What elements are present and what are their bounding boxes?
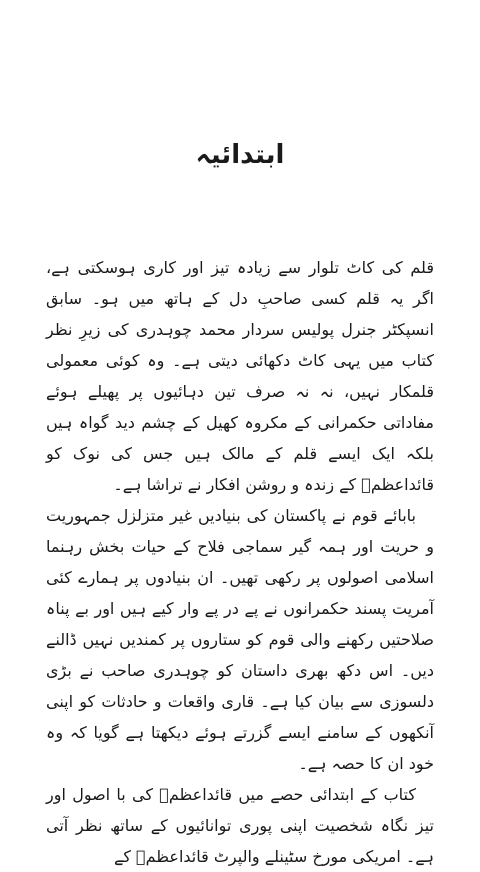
body-text [46, 252, 434, 872]
paragraph: کتاب کے ابتدائی حصے میں قائداعظمؒ کی با اصول اور تیز نگاہ شخصیت اپنی پوری توانائیوں کے ساتھ نظر آتی ہے۔ امریکی مورخ سٹینلے والپرٹ قائداعظمؒ کے [46, 785, 434, 866]
paragraph: بابائے قوم نے پاکستان کی بنیادیں غیر متزلزل جمہوریت و حریت اور ہمہ گیر سماجی فلاح کے حیات بخش رہنما اسلامی اصولوں پر رکھی تھیں۔ ان بنیادوں پر ہمارے کئی آمریت پسند حکمرانوں نے پے در پے وار کیے ہیں اور بے پناہ صلاحتیں رکھنے والی قوم کو ستاروں پر کمندیں نہیں ڈالنے دیں۔ اس دکھ بھری داستان کو چوہدری صاحب نے بڑی دلسوزی سے بیان کیا ہے۔ قاری واقعات و حادثات کو اپنی آنکھوں کے سامنے ایسے گزرتے ہوئے دیکھتا ہے گویا کہ وہ خود ان کا حصہ ہے۔ [46, 506, 434, 773]
paragraph: قلم کی کاٹ تلوار سے زیادہ تیز اور کاری ہوسکتی ہے، اگر یہ قلم کسی صاحبِ دل کے ہاتھ میں ہو۔ سابق انسپکٹر جنرل پولیس سردار محمد چوہدری کی زیرِ نظر کتاب میں یہی کاٹ دکھائی دیتی ہے۔ وہ کوئی معمولی قلمکار نہیں، نہ نہ صرف تین دہائیوں پر پھیلے ہوئے مفاداتی حکمرانی کے مکروہ کھیل کے چشم دید گواہ ہیں بلکہ ایک ایسے قلم کے مالک ہیں جس کی نوک کو قائداعظمؒ کے زندہ و روشن افکار نے تراشا ہے۔ [46, 258, 434, 494]
page-title: ابتدائیہ [195, 140, 285, 170]
